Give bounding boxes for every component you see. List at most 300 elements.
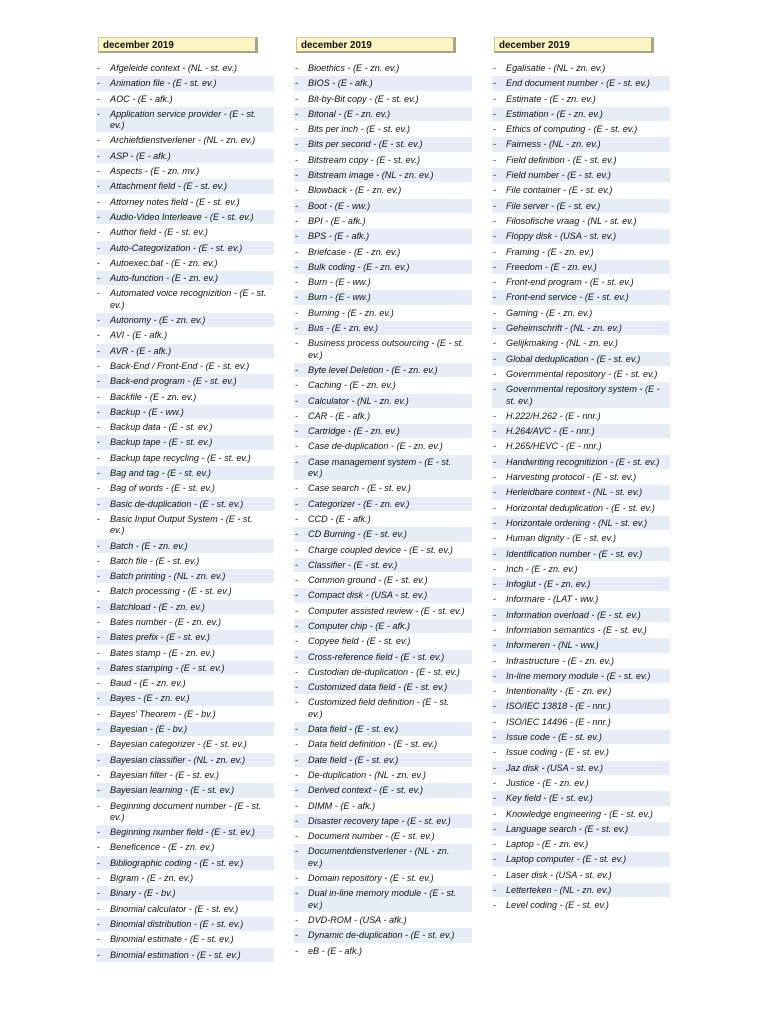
entry-text: Case management system - (E - st. ev.)	[308, 456, 452, 479]
entry-text: Horizontal deduplication - (E - st. ev.)	[506, 502, 655, 513]
bullet-dash: -	[493, 655, 497, 666]
bullet-dash: -	[493, 533, 497, 544]
bullet-dash: -	[97, 903, 101, 914]
bullet-dash: -	[295, 651, 299, 662]
entry-text: Afgeleide context - (NL - st. ev.)	[110, 63, 238, 73]
entry-text: Geheimschrift - (NL - zn. ev.)	[506, 323, 622, 334]
entry-text: Identification number - (E - st. ev.)	[506, 548, 643, 559]
glossary-entry	[294, 107, 472, 122]
glossary-entry	[492, 199, 670, 214]
entry-text: Domain repository - (E - st. ev.)	[308, 873, 434, 884]
bullet-dash: -	[493, 777, 497, 788]
bullet-dash: -	[295, 154, 299, 165]
bullet-dash: -	[493, 277, 497, 288]
entry-text: BIOS - (E - afk.)	[308, 78, 373, 89]
glossary-entry	[492, 424, 670, 439]
glossary-entry	[492, 715, 670, 730]
glossary-entry	[96, 92, 274, 107]
glossary-entry	[492, 531, 670, 546]
glossary-entry	[294, 799, 472, 814]
glossary-entry	[492, 852, 670, 867]
bullet-dash: -	[295, 754, 299, 765]
glossary-entry	[492, 229, 670, 244]
glossary-entry	[294, 245, 472, 260]
entry-text: Bitonal - (E - zn. ev.)	[308, 108, 391, 119]
bullet-dash: -	[493, 410, 497, 421]
entry-text: CD Burning - (E - st. ev.)	[308, 529, 407, 540]
glossary-entry	[492, 153, 670, 168]
glossary-entry	[96, 886, 274, 901]
glossary-entry	[96, 195, 274, 210]
glossary-entry	[492, 485, 670, 500]
bullet-dash: -	[295, 605, 299, 616]
glossary-entry	[96, 328, 274, 343]
entry-text: Aspects - (E - zn. mv.)	[110, 166, 200, 177]
entry-text: eB - (E - afk.)	[308, 945, 363, 956]
glossary-entry	[492, 321, 670, 336]
bullet-dash: -	[97, 647, 101, 658]
glossary-entry	[96, 481, 274, 496]
bullet-dash: -	[493, 472, 497, 483]
glossary-entry	[294, 439, 472, 454]
glossary-entry	[96, 932, 274, 947]
column-header: december 2019	[98, 37, 258, 53]
entry-text: Author field - (E - st. ev.)	[110, 227, 208, 238]
entry-text: Batch printing - (NL - zn. ev.)	[110, 571, 226, 582]
glossary-entry	[294, 512, 472, 527]
bullet-dash: -	[493, 624, 497, 635]
glossary-entry	[96, 856, 274, 871]
entry-text: Computer chip - (E - afk.)	[308, 620, 411, 631]
bullet-dash: -	[295, 483, 299, 494]
bullet-dash: -	[493, 108, 497, 119]
entry-text: Field number - (E - st. ev.)	[506, 170, 611, 181]
bullet-dash: -	[97, 242, 101, 253]
entry-text: Bayes - (E - zn. ev.)	[110, 693, 190, 704]
bullet-dash: -	[295, 914, 299, 925]
bullet-dash: -	[493, 323, 497, 334]
glossary-entry	[492, 761, 670, 776]
entry-text: Bayesian - (E - bv.)	[110, 724, 188, 735]
entry-text: Dual in-line memory module - (E - st. ev.)	[308, 888, 457, 910]
entry-text: ISO/IEC 13818 - (E - nnr.)	[506, 701, 611, 712]
glossary-entry	[96, 164, 274, 179]
bullet-dash: -	[97, 437, 101, 448]
bullet-dash: -	[97, 662, 101, 673]
glossary-entry	[96, 768, 274, 783]
entry-text: Binomial estimate - (E - st. ev.)	[110, 934, 234, 945]
bullet-dash: -	[493, 368, 497, 379]
glossary-entry	[294, 543, 472, 558]
bullet-dash: -	[493, 594, 497, 605]
bullet-dash: -	[295, 739, 299, 750]
glossary-entry	[294, 913, 472, 928]
bullet-dash: -	[295, 831, 299, 842]
entry-text: Bit-by-Bit copy - (E - st. ev.)	[308, 93, 419, 104]
column-header: december 2019	[296, 37, 456, 53]
bullet-dash: -	[493, 261, 497, 272]
entry-text: Auto-function - (E - zn. ev.)	[110, 273, 218, 284]
glossary-entry	[96, 691, 274, 706]
entry-text: Bits per second - (E - st. ev.)	[308, 139, 423, 150]
entry-text: Bioethics - (E - zn. ev.)	[308, 63, 400, 73]
entry-text: Key field - (E - st. ev.)	[506, 793, 593, 804]
bullet-dash: -	[295, 93, 299, 104]
entry-text: Information semantics - (E - st. ev.)	[506, 624, 647, 635]
bullet-dash: -	[493, 307, 497, 318]
glossary-entry	[294, 814, 472, 829]
entry-text: Gelijkmaking - (NL - zn. ev.)	[506, 338, 618, 349]
entry-text: Bayesian learning - (E - st. ev.)	[110, 785, 235, 796]
glossary-entry	[492, 107, 670, 122]
bullet-dash: -	[295, 945, 299, 956]
entry-text: Customized field definition - (E - st. ev.)	[308, 697, 450, 719]
bullet-dash: -	[493, 548, 497, 559]
bullet-dash: -	[97, 330, 101, 341]
glossary-entry	[96, 917, 274, 932]
bullet-dash: -	[295, 590, 299, 601]
bullet-dash: -	[97, 93, 101, 104]
bullet-dash: -	[97, 422, 101, 433]
glossary-entry	[492, 608, 670, 623]
bullet-dash: -	[493, 63, 497, 73]
glossary-entry	[96, 76, 274, 91]
bullet-dash: -	[97, 739, 101, 750]
bullet-dash: -	[295, 215, 299, 226]
bullet-dash: -	[97, 857, 101, 868]
glossary-entry	[96, 225, 274, 240]
entry-text: Jaz disk - (USA - st. ev.)	[506, 762, 604, 773]
glossary-entry	[294, 122, 472, 137]
entry-text: Case de-duplication - (E - zn. ev.)	[308, 441, 443, 452]
glossary-entry	[294, 229, 472, 244]
entry-text: Bayesian classifier - (NL - zn. ev.)	[110, 754, 246, 765]
entry-text: Front-end service - (E - st. ev.)	[506, 292, 629, 303]
glossary-entry	[294, 321, 472, 336]
entry-text: Burn - (E - ww.)	[308, 292, 371, 303]
entry-text: Batch processing - (E - st. ev.)	[110, 586, 232, 597]
bullet-dash: -	[493, 441, 497, 452]
bullet-dash: -	[295, 559, 299, 570]
bullet-dash: -	[295, 307, 299, 318]
glossary-entry	[294, 619, 472, 634]
bullet-dash: -	[97, 483, 101, 494]
glossary-entry	[96, 359, 274, 374]
glossary-entry	[96, 435, 274, 450]
bullet-dash: -	[295, 231, 299, 242]
bullet-dash: -	[97, 150, 101, 161]
glossary-entry	[294, 944, 472, 959]
bullet-dash: -	[97, 827, 101, 838]
entry-text: AOC - (E - afk.)	[110, 93, 173, 104]
glossary-entry	[294, 481, 472, 496]
glossary-entry	[492, 684, 670, 699]
glossary-entry	[294, 573, 472, 588]
entry-text: Information overload - (E - st. ev.)	[506, 609, 641, 620]
glossary-entry	[96, 722, 274, 737]
glossary-entry	[294, 527, 472, 542]
glossary-entry	[492, 336, 670, 351]
entry-text: Laser disk - (USA - st. ev.)	[506, 869, 612, 880]
glossary-entry	[492, 367, 670, 382]
term-list	[294, 61, 472, 959]
entry-text: Infoglut - (E - zn. ev.)	[506, 579, 591, 590]
bullet-dash: -	[295, 544, 299, 555]
bullet-dash: -	[97, 724, 101, 735]
glossary-entry	[294, 497, 472, 512]
glossary-entry	[294, 768, 472, 783]
entry-text: Burn - (E - ww.)	[308, 277, 371, 288]
bullet-dash: -	[97, 708, 101, 719]
glossary-entry	[96, 286, 274, 313]
bullet-dash: -	[97, 345, 101, 356]
bullet-dash: -	[97, 196, 101, 207]
entry-text: Level coding - (E - st. ev.)	[506, 900, 609, 911]
bullet-dash: -	[97, 785, 101, 796]
glossary-entry	[492, 137, 670, 152]
entry-text: Common ground - (E - st. ev.)	[308, 575, 428, 586]
bullet-dash: -	[295, 410, 299, 421]
bullet-dash: -	[295, 139, 299, 150]
bullet-dash: -	[97, 540, 101, 551]
glossary-entry	[492, 439, 670, 454]
entry-text: DIMM - (E - afk.)	[308, 800, 376, 811]
entry-text: Bayes' Theorem - (E - bv.)	[110, 708, 216, 719]
bullet-dash: -	[493, 124, 497, 135]
entry-text: Bayesian categorizer - (E - st. ev.)	[110, 739, 247, 750]
glossary-entry	[294, 336, 472, 363]
glossary-entry	[96, 179, 274, 194]
bullet-dash: -	[295, 620, 299, 631]
entry-text: ISO/IEC 14496 - (E - nnr.)	[506, 716, 611, 727]
entry-text: Freedom - (E - zn. ev.)	[506, 261, 597, 272]
bullet-dash: -	[295, 456, 299, 467]
entry-text: In-line memory module - (E - st. ev.)	[506, 670, 651, 681]
entry-text: File container - (E - st. ev.)	[506, 185, 613, 196]
entry-text: Fairness - (NL - zn. ev.)	[506, 139, 601, 150]
bullet-dash: -	[493, 93, 497, 104]
entry-text: Language search - (E - st. ev.)	[506, 823, 629, 834]
entry-text: Bag of words - (E - st. ev.)	[110, 483, 215, 494]
bullet-dash: -	[97, 918, 101, 929]
glossary-entry	[96, 61, 274, 76]
glossary-entry	[96, 390, 274, 405]
glossary-entry	[492, 562, 670, 577]
glossary-entry	[96, 783, 274, 798]
entry-text: Binomial distribution - (E - st. ev.)	[110, 918, 244, 929]
entry-text: Bag and tag - (E - st. ev.)	[110, 468, 211, 479]
glossary-entry	[492, 868, 670, 883]
entry-text: Infrastructure - (E - zn. ev.)	[506, 655, 614, 666]
glossary-entry	[294, 378, 472, 393]
entry-text: End document number - (E - st. ev.)	[506, 78, 650, 89]
bullet-dash: -	[493, 839, 497, 850]
entry-text: Application service provider - (E - st. ev.)	[110, 108, 257, 131]
entry-text: H.265/HEVC - (E - nnr.)	[506, 441, 602, 452]
glossary-entry	[492, 547, 670, 562]
entry-text: Informeren - (NL - ww.)	[506, 640, 599, 651]
entry-text: Beneficence - (E - zn. ev.)	[110, 842, 215, 853]
bullet-dash: -	[97, 452, 101, 463]
glossary-entry	[492, 730, 670, 745]
entry-text: Bits per inch - (E - st. ev.)	[308, 124, 410, 135]
entry-text: Cross-reference field - (E - st. ev.)	[308, 651, 445, 662]
glossary-entry	[96, 497, 274, 512]
glossary-entry	[294, 275, 472, 290]
entry-text: Bitstream copy - (E - st. ev.)	[308, 154, 421, 165]
bullet-dash: -	[295, 846, 299, 857]
bullet-dash: -	[97, 166, 101, 177]
entry-text: Attachment field - (E - st. ev.)	[110, 181, 228, 192]
glossary-entry	[492, 623, 670, 638]
entry-text: Backup data - (E - st. ev.)	[110, 422, 213, 433]
bullet-dash: -	[97, 108, 101, 119]
glossary-entry	[294, 650, 472, 665]
glossary-entry	[96, 630, 274, 645]
glossary-entry	[96, 256, 274, 271]
entry-text: Bigram - (E - zn. ev.)	[110, 873, 194, 884]
bullet-dash: -	[97, 360, 101, 371]
glossary-entry	[492, 699, 670, 714]
glossary-entry	[492, 516, 670, 531]
bullet-dash: -	[97, 632, 101, 643]
bullet-dash: -	[97, 601, 101, 612]
glossary-entry	[96, 241, 274, 256]
bullet-dash: -	[493, 426, 497, 437]
bullet-dash: -	[295, 769, 299, 780]
entry-text: Back-end program - (E - st. ev.)	[110, 376, 237, 387]
glossary-entry	[96, 569, 274, 584]
glossary-entry	[492, 837, 670, 852]
glossary-entry	[294, 92, 472, 107]
entry-text: Filosofische vraag - (NL - st. ev.)	[506, 215, 637, 226]
entry-text: Bayesian filter - (E - st. ev.)	[110, 769, 219, 780]
bullet-dash: -	[295, 513, 299, 524]
glossary-entry	[96, 133, 274, 148]
bullet-dash: -	[97, 693, 101, 704]
glossary-entry	[492, 654, 670, 669]
entry-text: Bates stamping - (E - st. ev.)	[110, 662, 225, 673]
entry-text: Burning - (E - zn. ev.)	[308, 307, 394, 318]
glossary-entry	[96, 615, 274, 630]
bullet-dash: -	[493, 609, 497, 620]
bullet-dash: -	[493, 670, 497, 681]
bullet-dash: -	[97, 315, 101, 326]
entry-text: Estimation - (E - zn. ev.)	[506, 108, 603, 119]
glossary-entry	[96, 405, 274, 420]
entry-text: Autoexec.bat - (E - zn. ev.)	[110, 257, 218, 268]
entry-text: Letterteken - (NL - zn. ev.)	[506, 885, 612, 896]
bullet-dash: -	[493, 170, 497, 181]
bullet-dash: -	[295, 63, 299, 73]
glossary-entry	[492, 791, 670, 806]
entry-text: Animation file - (E - st. ev.)	[110, 78, 217, 89]
glossary-entry	[492, 577, 670, 592]
entry-text: Briefcase - (E - zn. ev.)	[308, 246, 401, 257]
entry-text: Horizontale ordening - (NL - st. ev.)	[506, 517, 648, 528]
entry-text: Bitstream image - (NL - zn. ev.)	[308, 170, 434, 181]
glossary-entry	[96, 825, 274, 840]
bullet-dash: -	[493, 854, 497, 865]
term-list	[96, 61, 274, 963]
glossary-column-2	[294, 37, 472, 959]
bullet-dash: -	[493, 78, 497, 89]
term-list	[492, 61, 670, 914]
glossary-entry	[96, 451, 274, 466]
entry-text: Date field - (E - st. ev.)	[308, 754, 399, 765]
bullet-dash: -	[97, 288, 101, 299]
bullet-dash: -	[97, 135, 101, 146]
bullet-dash: -	[97, 498, 101, 509]
entry-text: Governmental repository - (E - st. ev.)	[506, 368, 658, 379]
bullet-dash: -	[97, 800, 101, 811]
bullet-dash: -	[295, 277, 299, 288]
glossary-entry	[492, 898, 670, 913]
glossary-entry	[96, 107, 274, 134]
bullet-dash: -	[295, 292, 299, 303]
entry-text: Inch - (E - zn. ev.)	[506, 563, 578, 574]
glossary-entry	[96, 374, 274, 389]
entry-text: Human dignity - (E - st. ev.)	[506, 533, 616, 544]
bullet-dash: -	[295, 697, 299, 708]
glossary-entry	[294, 588, 472, 603]
entry-text: Data field definition - (E - st. ev.)	[308, 739, 438, 750]
bullet-dash: -	[493, 732, 497, 743]
entry-text: Auto-Categorization - (E - st. ev.)	[110, 242, 243, 253]
bullet-dash: -	[493, 793, 497, 804]
glossary-column-1	[96, 37, 274, 963]
entry-text: Informare - (LAT - ww.)	[506, 594, 599, 605]
bullet-dash: -	[295, 108, 299, 119]
glossary-entry	[96, 584, 274, 599]
glossary-entry	[294, 76, 472, 91]
entry-text: Beginning number field - (E - st. ev.)	[110, 827, 255, 838]
bullet-dash: -	[493, 338, 497, 349]
entry-text: Harvesting protocol - (E - st. ev.)	[506, 472, 637, 483]
bullet-dash: -	[97, 888, 101, 899]
bullet-dash: -	[295, 498, 299, 509]
bullet-dash: -	[295, 888, 299, 899]
entry-text: Backup - (E - ww.)	[110, 406, 184, 417]
entry-text: CAR - (E - afk.)	[308, 410, 371, 421]
entry-text: Back-End / Front-End - (E - st. ev.)	[110, 360, 250, 371]
bullet-dash: -	[295, 815, 299, 826]
entry-text: File server - (E - st. ev.)	[506, 200, 601, 211]
glossary-entry	[294, 214, 472, 229]
glossary-entry	[96, 210, 274, 225]
entry-text: Batch file - (E - st. ev.)	[110, 555, 200, 566]
entry-text: Byte level Deletion - (E - zn. ev.)	[308, 364, 438, 375]
bullet-dash: -	[493, 640, 497, 651]
glossary-entry	[294, 604, 472, 619]
entry-text: Gaming - (E - zn. ev.)	[506, 307, 593, 318]
entry-text: Bulk coding - (E - zn. ev.)	[308, 261, 410, 272]
bullet-dash: -	[493, 292, 497, 303]
bullet-dash: -	[493, 747, 497, 758]
bullet-dash: -	[97, 468, 101, 479]
glossary-entry	[96, 707, 274, 722]
glossary-entry	[492, 382, 670, 409]
glossary-entry	[294, 783, 472, 798]
bullet-dash: -	[97, 211, 101, 222]
glossary-entry	[96, 737, 274, 752]
bullet-dash: -	[295, 185, 299, 196]
glossary-entry	[294, 290, 472, 305]
glossary-entry	[492, 409, 670, 424]
glossary-entry	[294, 844, 472, 871]
column-header: december 2019	[494, 37, 654, 53]
entry-text: Case search - (E - st. ev.)	[308, 483, 411, 494]
